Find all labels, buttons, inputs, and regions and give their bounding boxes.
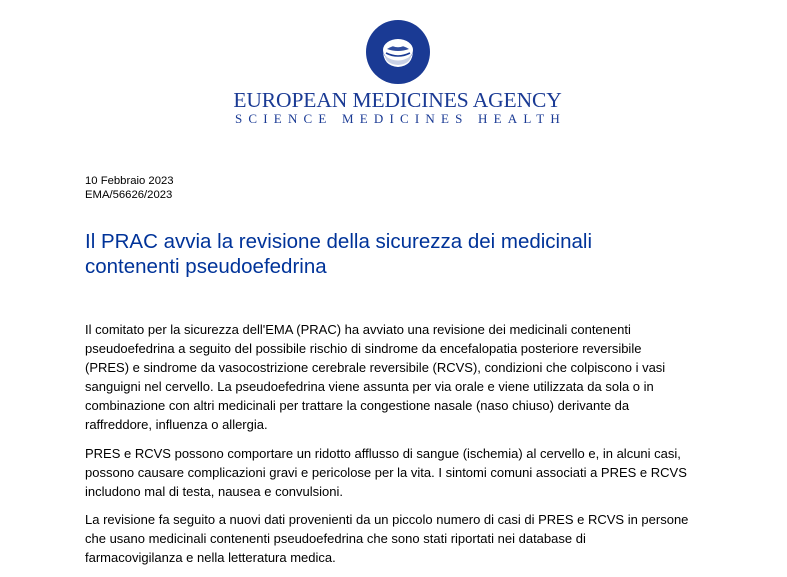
agency-name: EUROPEAN MEDICINES AGENCY [233,88,562,112]
agency-tagline: SCIENCE MEDICINES HEALTH [234,111,567,126]
text-line: che usano medicinali contenenti pseudoefedrina che sono stati riportati nei database di [85,531,586,546]
text-line: sanguigni nel cervello. La pseudoefedrina viene assunta per via orale e viene utilizzata da sola o in [85,379,654,394]
text-line: combinazione con altri medicinali per trattare la congestione nasale (naso chiuso) derivante da [85,398,630,413]
document-body [85,320,725,577]
text-line: farmacovigilanza e nella letteratura medica. [85,550,336,565]
text-line: La revisione fa seguito a nuovi dati provenienti da un piccolo numero di casi di PRES e RCVS in persone [85,512,689,527]
text-line: raffreddore, influenza o allergia. [85,417,268,432]
page-title [85,229,725,279]
document-reference: EMA/56626/2023 [85,189,173,201]
paragraph [85,510,725,567]
text-line: possono causare complicazioni gravi e pericolose per la vita. I sintomi comuni associati a PRES e RCVS [85,464,687,480]
text-line: PRES e RCVS possono comportare un ridotto afflusso di sangue (ischemia) al cervello e, in alcuni casi, [85,445,681,461]
text-line: includono mal di testa, nausea e convulsioni. [85,483,343,499]
title-line: Il PRAC avvia la revisione della sicurezza dei medicinali [85,230,593,253]
ema-emblem-icon [366,20,430,84]
text-line: pseudoefedrina a seguito del possibile rischio di sindrome da encefalopatia posteriore reversibile [85,341,642,356]
text-line: (PRES) e sindrome da vasocostrizione cerebrale reversibile (RCVS), condizioni che colpiscono i vasi [85,360,666,375]
paragraph [85,444,725,501]
text-line: Il comitato per la sicurezza dell'EMA (PRAC) ha avviato una revisione dei medicinali contenenti [85,322,631,337]
document-date: 10 Febbraio 2023 [85,175,174,187]
document-meta [85,174,174,202]
title-line: contenenti pseudoefedrina [85,255,327,278]
paragraph [85,320,725,434]
